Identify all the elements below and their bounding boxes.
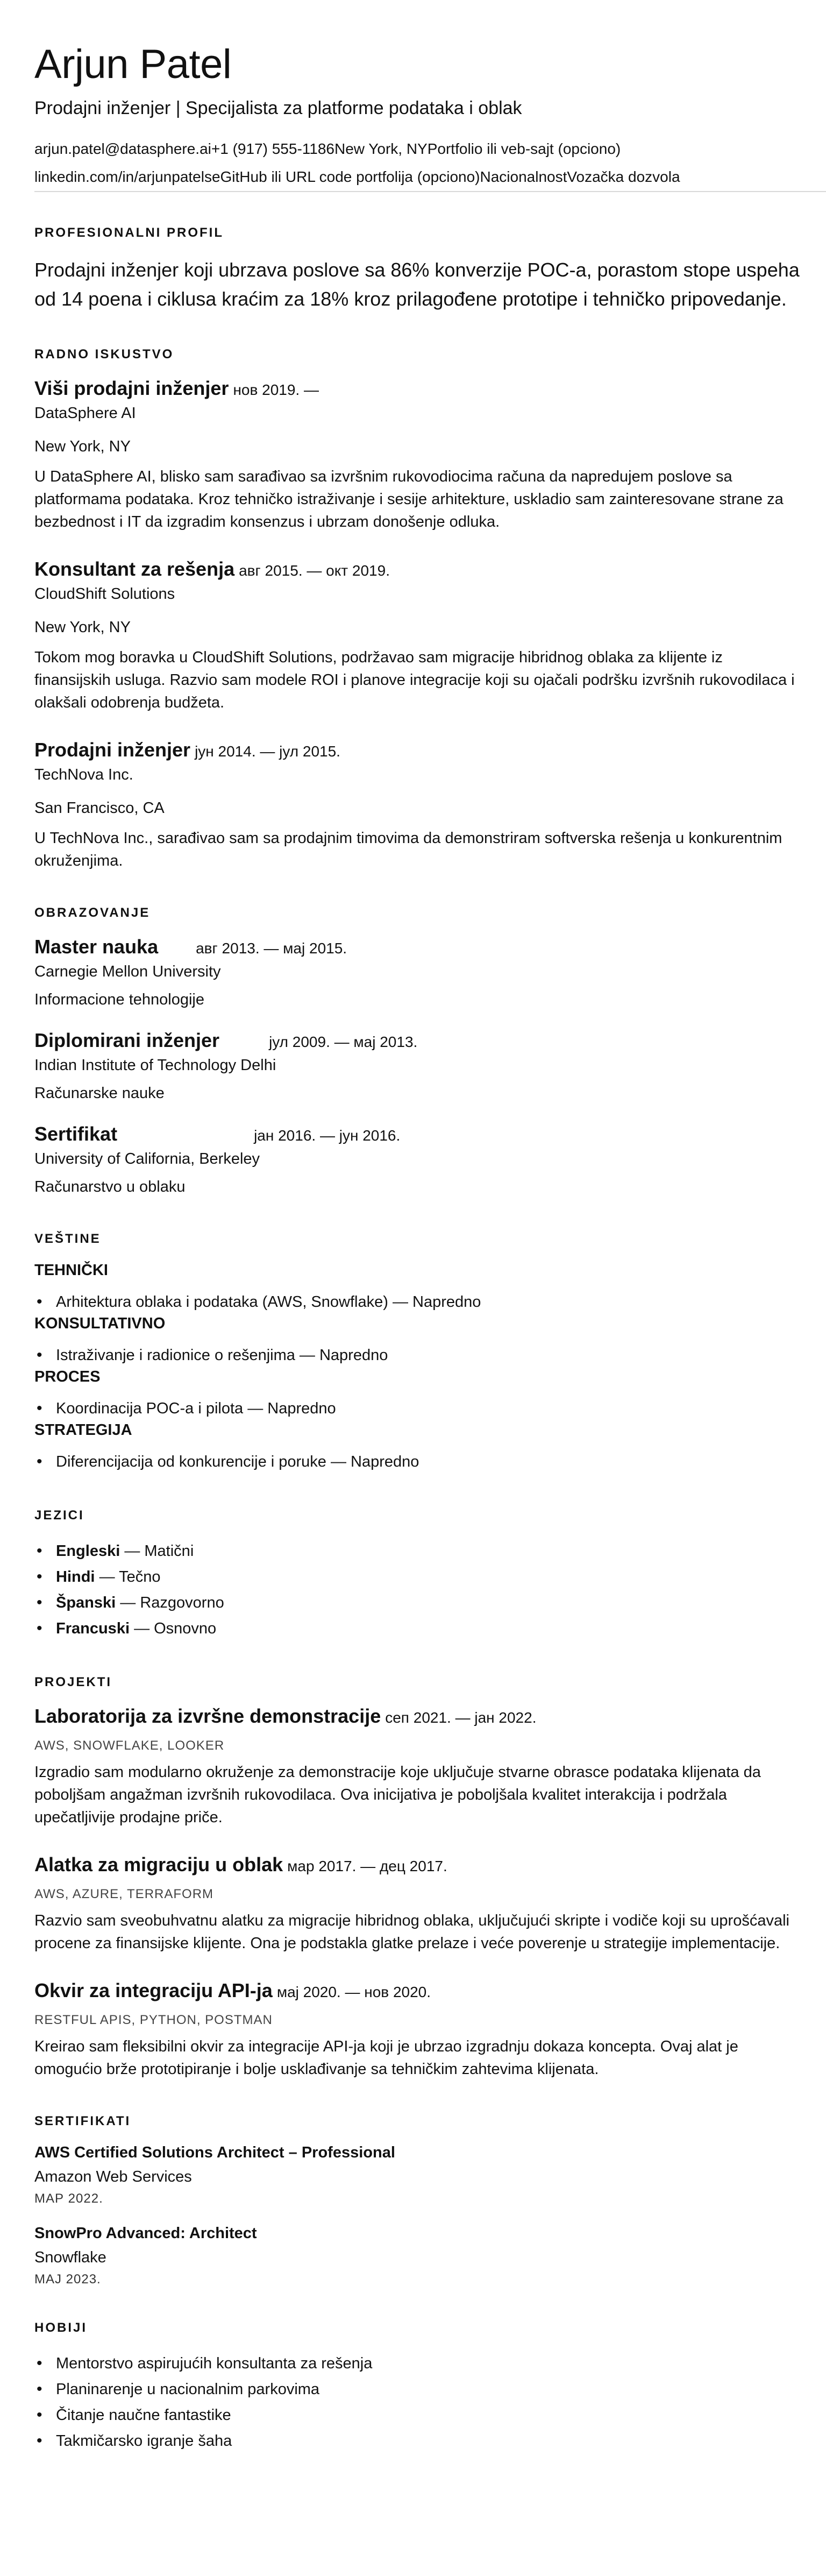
section-title: PROJEKTI	[34, 1674, 112, 1689]
section-title: OBRAZOVANJE	[34, 905, 151, 920]
field-of-study: Računarstvo u oblaku	[34, 1178, 186, 1195]
section-title: HOBIJI	[34, 2320, 88, 2335]
school-name: Indian Institute of Technology Delhi	[34, 1056, 276, 1074]
profile-summary: Prodajni inženjer koji ubrzava poslove sa 86% konverzije POC-a, porastom stope uspeha od 14 poena i ciklusa kraćim za 18% kroz prilagođene prototipe i tehničko pripovedanje.	[34, 258, 800, 310]
contact-location: New York, NY	[334, 140, 428, 157]
header-divider	[34, 191, 826, 192]
contact-nationality: Nacionalnost	[480, 168, 567, 185]
project-dates: сеп 2021. — јан 2022.	[385, 1709, 537, 1726]
field-of-study: Informacione tehnologije	[34, 990, 204, 1008]
education-entry	[34, 1029, 792, 1105]
projects-section	[34, 1675, 792, 2080]
hobbies-section	[34, 2320, 792, 2454]
skill-item: • Arhitektura oblaka i podataka (AWS, Snowflake) — Napredno	[34, 1289, 792, 1315]
experience-section	[34, 346, 795, 872]
project-technologies: AWS, SNOWFLAKE, LOOKER	[34, 1738, 225, 1753]
certifications-section	[34, 2114, 792, 2287]
language-item	[34, 1590, 792, 1616]
job-title: Viši prodajni inženjer	[34, 377, 229, 399]
education-entry	[34, 1123, 792, 1198]
hobby-item: • Planinarenje u nacionalnim parkovima	[34, 2376, 792, 2402]
education-section	[34, 905, 792, 1198]
job-company: DataSphere AI	[34, 404, 136, 422]
hobby-item: • Čitanje naučne fantastike	[34, 2402, 792, 2428]
project-description: Izgradio sam modularno okruženje za demonstracije koje uključuje stvarne obrasce podataka klijenata da poboljšam angažman izvršnih rukovodilaca. Ova inicijativa je poboljšala kvalitet interakcija i podržala upečatljivije prodajne priče.	[34, 1763, 761, 1826]
skill-category	[34, 1315, 792, 1368]
education-dates: јан 2016. — јун 2016.	[254, 1127, 401, 1144]
experience-entry	[34, 377, 792, 533]
hobby-item: • Mentorstvo aspirujućih konsultanta za rešenja	[34, 2351, 792, 2376]
section-title: SERTIFIKATI	[34, 2113, 131, 2128]
candidate-name: Arjun Patel	[34, 41, 232, 87]
school-name: University of California, Berkeley	[34, 1150, 260, 1167]
degree-title: Master nauka	[34, 935, 159, 958]
project-dates: мар 2017. — дец 2017.	[287, 1857, 447, 1874]
education-dates: авг 2013. — мај 2015.	[196, 939, 347, 957]
resume-header	[34, 43, 792, 192]
contact-linkedin: linkedin.com/in/arjunpatelse	[34, 168, 220, 185]
job-company: CloudShift Solutions	[34, 585, 175, 603]
language-level: — Tečno	[99, 1568, 161, 1586]
contact-github: GitHub ili URL code portfolija (opciono)	[220, 168, 480, 185]
degree-title: Sertifikat	[34, 1122, 118, 1145]
section-title: RADNO ISKUSTVO	[34, 346, 174, 362]
job-company: TechNova Inc.	[34, 766, 133, 783]
languages-section	[34, 1508, 792, 1641]
contact-phone: +1 (917) 555-1186	[211, 140, 334, 157]
language-level: — Matični	[124, 1542, 194, 1560]
hobby-item: • Takmičarsko igranje šaha	[34, 2428, 792, 2454]
language-item	[34, 1616, 792, 1641]
language-name: Hindi	[56, 1568, 95, 1586]
project-technologies: AWS, AZURE, TERRAFORM	[34, 1886, 214, 1901]
job-dates: нов 2019. —	[233, 381, 319, 398]
certification-name: SnowPro Advanced: Architect	[34, 2224, 257, 2242]
skill-item: • Diferencijacija od konkurencije i poruke — Napredno	[34, 1449, 792, 1475]
skill-item: • Istraživanje i radionice o rešenjima — Napredno	[34, 1342, 792, 1368]
skill-category	[34, 1368, 792, 1421]
job-description: U DataSphere AI, blisko sam sarađivao sa izvršnim rukovodiocima računa da napredujem poslove sa platformama podataka. Kroz tehničko istraživanje i sesije arhitekture, uskladio sam zainteresovane strane za bezbednost i IT da izgradim konsenzus i ubrzam donošenje odluka.	[34, 468, 784, 530]
language-item	[34, 1538, 792, 1564]
project-entry	[34, 1853, 792, 1955]
education-entry	[34, 936, 792, 1011]
section-title: JEZICI	[34, 1508, 84, 1523]
profile-section	[34, 225, 800, 314]
job-dates: авг 2015. — окт 2019.	[239, 562, 390, 579]
job-location: New York, NY	[34, 618, 131, 636]
job-description: Tokom mog boravka u CloudShift Solutions, podržavao sam migracije hibridnog oblaka za klijente iz finansijskih usluga. Razvio sam modele ROI i planove integracije koji su ojačali podršku izvršnih rukovodilaca i olakšali odobrenja budžeta.	[34, 648, 795, 711]
skills-section	[34, 1232, 792, 1475]
project-description: Kreirao sam fleksibilni okvir za integracije API-ja koji je ubrzao izgradnju dokaza koncepta. Ovaj alat je omogućio brže prototipiranje i bolje usklađivanje sa tehničkim zahtevima klijenata.	[34, 2037, 738, 2078]
certification-date: МАЈ 2023.	[34, 2271, 101, 2287]
contact-email: arjun.patel@datasphere.ai	[34, 140, 211, 157]
job-dates: јун 2014. — јул 2015.	[195, 742, 340, 760]
experience-entry	[34, 557, 795, 714]
project-entry	[34, 1705, 792, 1829]
skill-category	[34, 1421, 792, 1475]
language-level: — Razgovorno	[120, 1594, 224, 1611]
experience-entry	[34, 739, 792, 872]
certification-entry	[34, 2225, 792, 2287]
job-description: U TechNova Inc., sarađivao sam sa prodajnim timovima da demonstriram softverska rešenja u konkurentnim okruženjima.	[34, 829, 782, 869]
candidate-headline: Prodajni inženjer | Specijalista za platforme podataka i oblak	[34, 97, 522, 118]
language-name: Engleski	[56, 1542, 120, 1560]
section-title: VEŠTINE	[34, 1231, 101, 1246]
project-description: Razvio sam sveobuhvatnu alatku za migracije hibridnog oblaka, uključujući skripte i vodiče koji su uprošćavali procene za finansijske klijente. Ona je podstakla glatke prelaze i veće poverenje u strategije implementacije.	[34, 1912, 789, 1952]
contact-line	[34, 135, 793, 191]
certification-entry	[34, 2144, 792, 2206]
job-title: Konsultant za rešenja	[34, 557, 235, 580]
language-name: Španski	[56, 1594, 116, 1611]
skill-category-name: TEHNIČKI	[34, 1261, 108, 1279]
skill-category-name: PROCES	[34, 1368, 101, 1385]
project-name: Alatka za migraciju u oblak	[34, 1853, 283, 1876]
section-title: PROFESIONALNI PROFIL	[34, 225, 224, 240]
contact-portfolio: Portfolio ili veb-sajt (opciono)	[427, 140, 621, 157]
certification-issuer: Amazon Web Services	[34, 2168, 192, 2185]
language-name: Francuski	[56, 1619, 130, 1637]
certification-date: МАР 2022.	[34, 2191, 103, 2206]
project-dates: мај 2020. — нов 2020.	[276, 1983, 431, 2000]
skill-item: • Koordinacija POC-a i pilota — Napredno	[34, 1396, 792, 1421]
job-title: Prodajni inženjer	[34, 738, 191, 761]
project-name: Laboratorija za izvršne demonstracije	[34, 1704, 381, 1727]
job-location: San Francisco, CA	[34, 799, 165, 817]
education-dates: јул 2009. — мај 2013.	[269, 1033, 418, 1050]
job-location: New York, NY	[34, 437, 131, 455]
project-name: Okvir za integraciju API-ja	[34, 1979, 273, 2001]
language-level: — Osnovno	[134, 1619, 217, 1637]
project-technologies: RESTFUL APIS, PYTHON, POSTMAN	[34, 2012, 273, 2027]
school-name: Carnegie Mellon University	[34, 963, 221, 980]
degree-title: Diplomirani inženjer	[34, 1029, 220, 1051]
skill-category	[34, 1262, 792, 1315]
skill-category-name: KONSULTATIVNO	[34, 1314, 166, 1332]
skill-category-name: STRATEGIJA	[34, 1421, 132, 1439]
certification-issuer: Snowflake	[34, 2248, 106, 2266]
language-item	[34, 1564, 792, 1590]
project-entry	[34, 1979, 792, 2080]
certification-name: AWS Certified Solutions Architect – Professional	[34, 2143, 395, 2161]
contact-drivers-license: Vozačka dozvola	[567, 168, 680, 185]
field-of-study: Računarske nauke	[34, 1084, 165, 1102]
